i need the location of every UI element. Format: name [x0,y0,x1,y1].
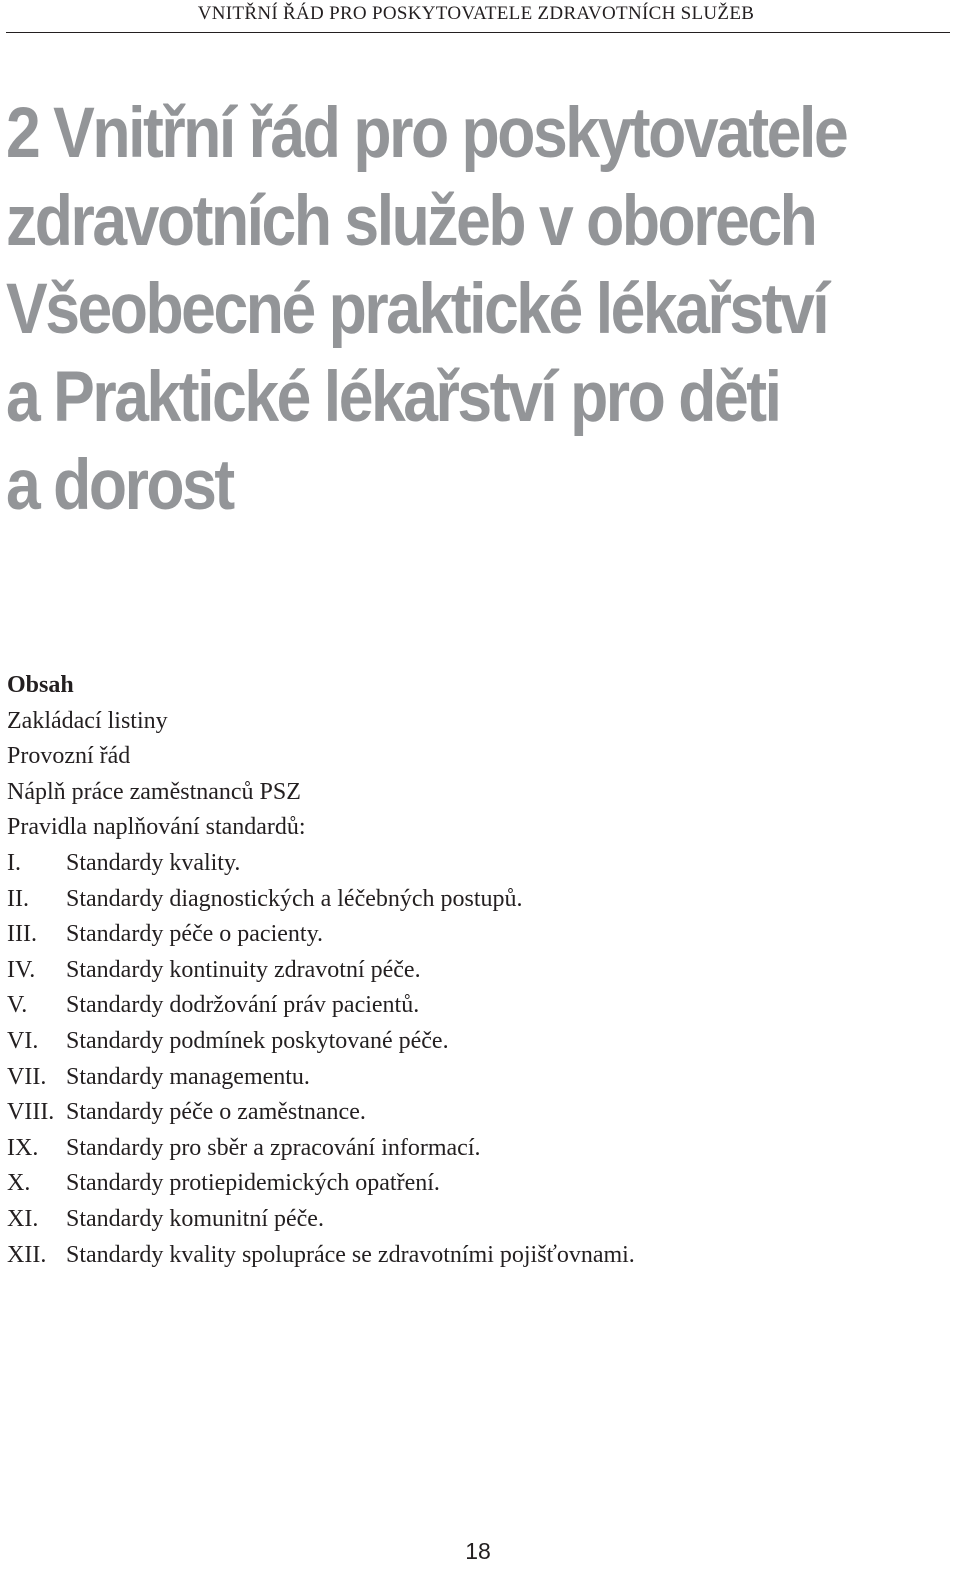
chapter-title-line: Všeobecné praktické lékařství [6,270,828,349]
toc-item-numeral: III. [7,921,37,948]
toc-item-numeral: VI. [7,1027,39,1054]
toc-item [7,1238,907,1274]
toc-item [7,1131,907,1167]
toc-item-label: Standardy podmínek poskytované péče. [66,1027,449,1054]
toc-item-numeral: V. [7,992,28,1019]
toc-item-label: Standardy péče o pacienty. [66,921,324,948]
toc-line: Pravidla naplňování standardů: [7,814,306,841]
toc-line: Náplň práce zaměstnanců PSZ [7,778,301,805]
toc-item-label: Standardy komunitní péče. [66,1205,324,1232]
toc-item-numeral: X. [7,1170,31,1197]
toc-item-numeral: XI. [7,1205,39,1232]
toc-item-label: Standardy kvality. [66,849,241,876]
toc-item [7,1166,907,1202]
toc-line: Provozní řád [7,743,131,770]
toc-item [7,1095,907,1131]
toc-item-numeral: IX. [7,1134,39,1161]
chapter-title [6,90,946,530]
chapter-title-line: zdravotních služeb v oborech [6,182,816,261]
toc-item [7,917,907,953]
toc-line: Zakládací listiny [7,707,168,734]
chapter-title-line: a Praktické lékařství pro děti [6,358,780,437]
toc-item-numeral: II. [7,885,29,912]
toc-item [7,1060,907,1096]
header-rule [6,32,950,33]
toc-item [7,988,907,1024]
chapter-title-line: 2 Vnitřní řád pro poskytovatele [6,94,847,173]
toc-item-label: Standardy diagnostických a léčebných postupů. [66,885,523,912]
chapter-title-line: a dorost [6,446,233,525]
toc-item-label: Standardy managementu. [66,1063,310,1090]
page-number: 18 [465,1538,491,1564]
toc-item-label: Standardy pro sběr a zpracování informací. [66,1134,481,1161]
table-of-contents [7,668,907,1273]
toc-item [7,1024,907,1060]
toc-item-label: Standardy kvality spolupráce se zdravotními pojišťovnami. [66,1241,635,1268]
toc-item [7,846,907,882]
toc-item [7,882,907,918]
toc-heading: Obsah [7,672,74,698]
toc-item [7,1202,907,1238]
toc-item [7,953,907,989]
toc-item-numeral: VII. [7,1063,47,1090]
toc-item-label: Standardy protiepidemických opatření. [66,1170,440,1197]
toc-item-label: Standardy dodržování práv pacientů. [66,992,420,1019]
toc-item-numeral: VIII. [7,1099,55,1126]
running-header-title: VNITŘNÍ ŘÁD PRO POSKYTOVATELE ZDRAVOTNÍCH SLUŽEB [197,3,755,24]
toc-item-label: Standardy péče o zaměstnance. [66,1099,366,1126]
toc-item-numeral: I. [7,849,21,876]
toc-item-label: Standardy kontinuity zdravotní péče. [66,956,421,983]
toc-item-numeral: IV. [7,956,36,983]
running-header [0,0,960,34]
toc-item-numeral: XII. [7,1241,47,1268]
